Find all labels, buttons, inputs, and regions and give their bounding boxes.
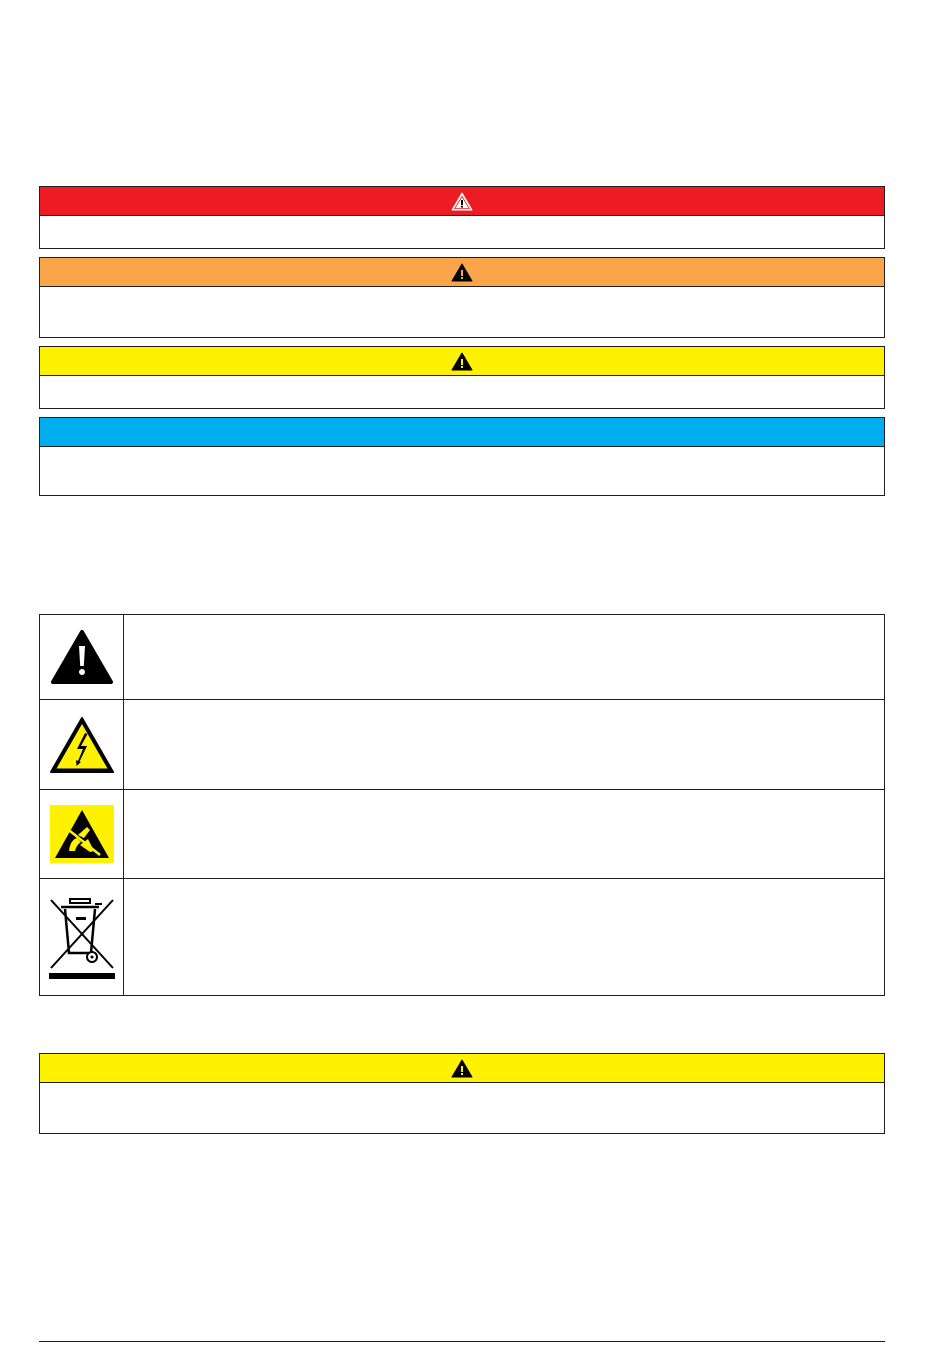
caution-header	[40, 347, 884, 376]
warning-triangle-black-icon	[451, 352, 473, 371]
warning-header	[40, 258, 884, 287]
symbol-cell	[40, 879, 124, 996]
symbol-table	[39, 614, 885, 996]
symbol-description	[124, 879, 884, 996]
footer-rule	[39, 1341, 885, 1342]
symbol-row-electrical-hazard	[40, 700, 884, 790]
symbol-cell	[40, 700, 124, 789]
warning-triangle-black-icon	[451, 263, 473, 282]
caution-box-2	[39, 1053, 885, 1134]
symbol-cell	[40, 615, 124, 699]
danger-box	[39, 186, 885, 249]
notice-box	[39, 417, 885, 496]
danger-header	[40, 187, 884, 216]
symbol-row-general-hazard	[40, 615, 884, 700]
symbol-description	[124, 790, 884, 878]
symbol-cell	[40, 790, 124, 878]
warning-triangle-white-icon	[451, 192, 473, 211]
warning-triangle-black-icon	[451, 1059, 473, 1078]
notice-header	[40, 418, 884, 447]
caution-box	[39, 346, 885, 409]
symbol-description	[124, 615, 884, 699]
symbol-row-electrostatic-discharge	[40, 790, 884, 879]
warning-box	[39, 257, 885, 338]
general-hazard-icon	[50, 629, 114, 685]
weee-crossed-bin-icon	[49, 895, 115, 981]
electrostatic-discharge-icon	[50, 805, 114, 863]
symbol-row-weee	[40, 879, 884, 996]
symbol-description	[124, 700, 884, 789]
electrical-shock-hazard-icon	[49, 716, 115, 774]
caution-header	[40, 1054, 884, 1083]
